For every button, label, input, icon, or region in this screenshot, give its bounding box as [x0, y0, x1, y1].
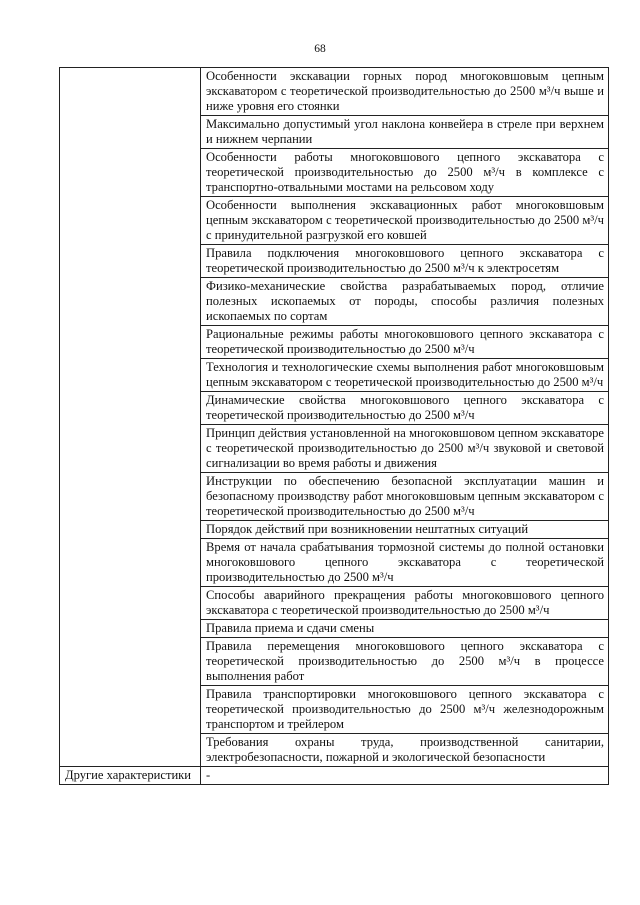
table-cell: Особенности выполнения экскавационных работ многоковшовым цепным экскаватором с теоретической производительностью до 2500 м³/ч с принудительной разгрузкой его ковшей: [201, 197, 609, 245]
table-cell: Максимально допустимый угол наклона конвейера в стреле при верхнем и нижнем черпании: [201, 116, 609, 149]
table-cell: Динамические свойства многоковшового цепного экскаватора с теоретической производительностью до 2500 м³/ч: [201, 392, 609, 425]
table-cell: Инструкции по обеспечению безопасной эксплуатации машин и безопасному производству работ многоковшовым цепным экскаватором с теоретической производительностью до 2500 м³/ч: [201, 473, 609, 521]
other-characteristics-row: [60, 767, 609, 785]
table-cell: Правила приема и сдачи смены: [201, 620, 609, 638]
other-characteristics-label: Другие характеристики: [60, 767, 201, 785]
requirements-table: [59, 67, 609, 785]
table-cell: Рациональные режимы работы многоковшового цепного экскаватора с теоретической производительностью до 2500 м³/ч: [201, 326, 609, 359]
table-cell: Особенности работы многоковшового цепного экскаватора с теоретической производительностью до 2500 м³/ч в комплексе с транспортно-отвальными мостами на рельсовом ходу: [201, 149, 609, 197]
table-row: [60, 68, 609, 116]
table-cell: Физико-механические свойства разрабатываемых пород, отличие полезных ископаемых от породы, способы различия полезных ископаемых по сортам: [201, 278, 609, 326]
table-cell: Принцип действия установленной на многоковшовом цепном экскаваторе с теоретической производительностью до 2500 м³/ч звуковой и световой сигнализации во время работы и движения: [201, 425, 609, 473]
table-cell: Время от начала срабатывания тормозной системы до полной остановки многоковшового цепного экскаватора с теоретической производительностью до 2500 м³/ч: [201, 539, 609, 587]
table-cell: Порядок действий при возникновении нештатных ситуаций: [201, 521, 609, 539]
page-number: 68: [314, 43, 326, 55]
table-cell: Требования охраны труда, производственной санитарии, электробезопасности, пожарной и экологической безопасности: [201, 734, 609, 767]
table-cell: Способы аварийного прекращения работы многоковшового цепного экскаватора с теоретической производительностью до 2500 м³/ч: [201, 587, 609, 620]
empty-left-cell: [60, 68, 201, 767]
table-cell: Особенности экскавации горных пород многоковшовым цепным экскаватором с теоретической производительностью до 2500 м³/ч выше и ниже уровня его стоянки: [201, 68, 609, 116]
table-cell: Правила подключения многоковшового цепного экскаватора с теоретической производительностью до 2500 м³/ч к электросетям: [201, 245, 609, 278]
table-cell: Правила транспортировки многоковшового цепного экскаватора с теоретической производительностью до 2500 м³/ч железнодорожным транспортом и трейлером: [201, 686, 609, 734]
table-cell: Правила перемещения многоковшового цепного экскаватора с теоретической производительностью до 2500 м³/ч в процессе выполнения работ: [201, 638, 609, 686]
table-cell: Технология и технологические схемы выполнения работ многоковшовым цепным экскаватором с теоретической производительностью до 2500 м³/ч: [201, 359, 609, 392]
other-characteristics-value: -: [201, 767, 609, 785]
